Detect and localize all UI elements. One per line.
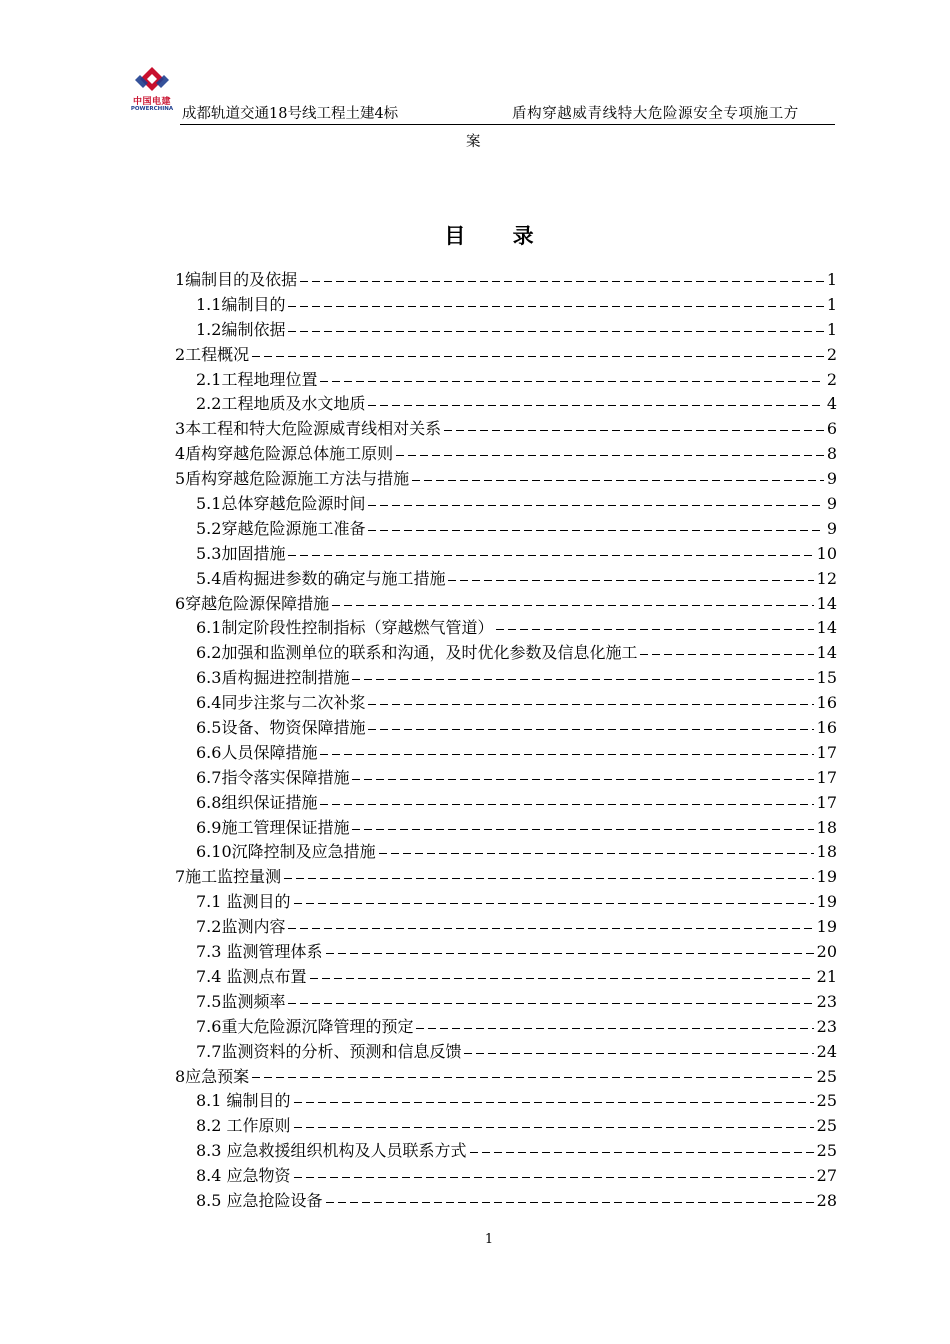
toc-leader-dashes [368, 704, 813, 705]
toc-entry[interactable] [175, 940, 837, 965]
toc-leader-dashes [310, 978, 814, 979]
toc-entry[interactable] [175, 1089, 837, 1114]
toc-leader-dashes [288, 928, 813, 929]
toc-entry[interactable] [175, 990, 837, 1015]
toc-entry-page: 10 [816, 543, 837, 563]
toc-entry-title: 8.4 应急物资 [196, 1166, 291, 1186]
toc-entry-title: 6穿越危险源保障措施 [175, 593, 330, 613]
toc-entry-page: 16 [816, 718, 837, 738]
toc-leader-dashes [470, 1152, 814, 1153]
toc-entry-title: 1编制目的及依据 [175, 270, 298, 289]
toc-entry-page: 23 [816, 991, 837, 1011]
logo-english-text: POWERCHINA [130, 106, 174, 112]
toc-entry[interactable] [175, 517, 837, 542]
toc-entry-page: 4 [826, 394, 837, 414]
toc-entry-title: 7.3 监测管理体系 [196, 942, 323, 962]
toc-leader-dashes [294, 1127, 814, 1128]
toc-entry-title: 8.5 应急抢险设备 [196, 1190, 323, 1210]
toc-entry-title: 6.1制定阶段性控制指标（穿越燃气管道） [196, 618, 494, 638]
toc-entry[interactable] [175, 442, 837, 467]
toc-entry[interactable] [175, 392, 837, 417]
toc-leader-dashes [288, 555, 813, 556]
toc-leader-dashes [300, 281, 824, 282]
toc-entry-page: 19 [816, 917, 837, 937]
toc-entry-title: 7施工监控量测 [175, 867, 282, 887]
toc-entry-title: 7.1 监测目的 [196, 892, 291, 912]
logo-chinese-text: 中国电建 [132, 97, 171, 107]
toc-entry-page: 21 [816, 966, 837, 986]
toc-leader-dashes [416, 1028, 813, 1029]
toc-entry-title: 8.3 应急救援组织机构及人员联系方式 [196, 1141, 467, 1161]
toc-entry[interactable] [175, 1015, 837, 1040]
toc-entry[interactable] [175, 343, 837, 368]
toc-entry-title: 7.4 监测点布置 [196, 966, 307, 986]
toc-entry-page: 28 [816, 1190, 837, 1210]
toc-entry-page: 19 [816, 867, 837, 887]
toc-entry-page: 25 [816, 1141, 837, 1161]
toc-entry-title: 2.1工程地理位置 [196, 369, 318, 389]
toc-leader-dashes [464, 1053, 813, 1054]
toc-entry-page: 1 [826, 294, 837, 314]
toc-entry[interactable] [175, 965, 837, 990]
toc-entry-title: 8.2 工作原则 [196, 1116, 291, 1136]
toc-entry-title: 6.10沉降控制及应急措施 [196, 842, 376, 862]
toc-entry-page: 27 [816, 1166, 837, 1186]
toc-entry-page: 8 [826, 444, 837, 464]
toc-leader-dashes [379, 853, 814, 854]
toc-entry[interactable] [175, 1040, 837, 1065]
toc-entry-page: 16 [816, 693, 837, 713]
toc-entry[interactable] [175, 293, 837, 318]
toc-leader-dashes [396, 455, 824, 456]
header-project-name: 成都轨道交通18号线工程土建4标 [182, 106, 399, 122]
toc-entry-title: 7.7监测资料的分析、预测和信息反馈 [196, 1041, 462, 1061]
toc-entry[interactable] [175, 368, 837, 393]
toc-entry-title: 6.5设备、物资保障措施 [196, 718, 366, 738]
toc-leader-dashes [412, 480, 824, 481]
toc-entry-page: 14 [816, 643, 837, 663]
toc-entry-page: 2 [826, 369, 837, 389]
toc-entry-title: 8.1 编制目的 [196, 1091, 291, 1111]
toc-entry-title: 6.7指令落实保障措施 [196, 767, 350, 787]
toc-leader-dashes [496, 629, 813, 630]
toc-leader-dashes [288, 306, 823, 307]
toc-entry[interactable] [175, 840, 837, 865]
toc-leader-dashes [448, 580, 813, 581]
toc-entry[interactable] [175, 567, 837, 592]
toc-leader-dashes [444, 430, 824, 431]
toc-entry[interactable] [175, 741, 837, 766]
toc-entry-page: 14 [816, 618, 837, 638]
toc-entry-title: 5盾构穿越危险源施工方法与措施 [175, 469, 410, 489]
toc-entry[interactable] [175, 666, 837, 691]
toc-entry[interactable] [175, 1139, 837, 1164]
toc-entry[interactable] [175, 1114, 837, 1139]
toc-entry-page: 18 [816, 842, 837, 862]
toc-leader-dashes [294, 1177, 814, 1178]
toc-entry[interactable] [175, 1065, 837, 1090]
toc-leader-dashes [640, 654, 813, 655]
toc-entry-title: 2.2工程地质及水文地质 [196, 394, 366, 414]
toc-entry[interactable] [175, 1164, 837, 1189]
toc-entry[interactable] [175, 691, 837, 716]
toc-entry-title: 1.1编制目的 [196, 294, 286, 314]
toc-leader-dashes [368, 729, 813, 730]
toc-entry-page: 25 [816, 1116, 837, 1136]
toc-entry[interactable] [175, 268, 837, 293]
toc-entry-title: 7.6重大危险源沉降管理的预定 [196, 1016, 414, 1036]
toc-entry-page: 9 [826, 469, 837, 489]
header-document-title-continued: 案 [466, 134, 481, 150]
toc-entry-title: 5.2穿越危险源施工准备 [196, 518, 366, 538]
page-number: 1 [484, 1232, 494, 1247]
toc-entry-title: 6.3盾构掘进控制措施 [196, 668, 350, 688]
toc-leader-dashes [368, 530, 823, 531]
toc-entry-page: 17 [816, 792, 837, 812]
toc-entry[interactable] [175, 641, 837, 666]
toc-entry[interactable] [175, 318, 837, 343]
toc-entry-title: 8应急预案 [175, 1066, 250, 1086]
toc-entry-page: 14 [816, 593, 837, 613]
toc-entry-page: 17 [816, 767, 837, 787]
toc-leader-dashes [320, 804, 813, 805]
toc-entry[interactable] [175, 467, 837, 492]
toc-entry-page: 25 [816, 1091, 837, 1111]
toc-entry-title: 6.2加强和监测单位的联系和沟通，及时优化参数及信息化施工 [196, 643, 638, 663]
toc-entry[interactable] [175, 492, 837, 517]
toc-leader-dashes [368, 505, 823, 506]
toc-leader-dashes [352, 829, 813, 830]
toc-entry[interactable] [175, 915, 837, 940]
toc-entry-title: 7.2监测内容 [196, 917, 286, 937]
toc-leader-dashes [320, 754, 813, 755]
toc-heading: 目 录 [444, 224, 554, 248]
toc-entry-title: 1.2编制依据 [196, 319, 286, 339]
header-divider [180, 124, 835, 125]
powerchina-emblem-icon [126, 66, 178, 94]
toc-entry-page: 9 [826, 494, 837, 514]
toc-leader-dashes [352, 679, 813, 680]
toc-entry-page: 6 [826, 419, 837, 439]
toc-entry-page: 17 [816, 742, 837, 762]
powerchina-logo [126, 66, 178, 116]
toc-leader-dashes [252, 356, 824, 357]
toc-leader-dashes [326, 1202, 814, 1203]
toc-entry-title: 5.1总体穿越危险源时间 [196, 494, 366, 514]
toc-entry-page: 20 [816, 942, 837, 962]
toc-entry-page: 15 [816, 668, 837, 688]
toc-leader-dashes [352, 779, 813, 780]
toc-entry-title: 6.8组织保证措施 [196, 792, 318, 812]
toc-entry-page: 18 [816, 817, 837, 837]
toc-entry[interactable] [175, 766, 837, 791]
toc-leader-dashes [326, 953, 814, 954]
toc-leader-dashes [288, 331, 823, 332]
toc-leader-dashes [252, 1077, 813, 1078]
table-of-contents [175, 268, 837, 1214]
toc-entry-page: 1 [826, 270, 837, 289]
toc-entry-title: 2工程概况 [175, 344, 250, 364]
toc-entry[interactable] [175, 417, 837, 442]
toc-entry-page: 25 [816, 1066, 837, 1086]
toc-entry-page: 24 [816, 1041, 837, 1061]
toc-entry-page: 2 [826, 344, 837, 364]
toc-entry-title: 4盾构穿越危险源总体施工原则 [175, 444, 394, 464]
toc-entry-title: 6.6人员保障措施 [196, 742, 318, 762]
toc-entry-page: 23 [816, 1016, 837, 1036]
toc-entry-page: 1 [826, 319, 837, 339]
toc-entry-page: 9 [826, 518, 837, 538]
toc-entry-title: 6.9施工管理保证措施 [196, 817, 350, 837]
toc-leader-dashes [294, 1102, 814, 1103]
toc-entry-title: 5.4盾构掘进参数的确定与施工措施 [196, 568, 446, 588]
toc-entry-title: 3本工程和特大危险源威青线相对关系 [175, 419, 442, 439]
toc-entry[interactable] [175, 716, 837, 741]
toc-leader-dashes [368, 405, 823, 406]
toc-leader-dashes [288, 1003, 813, 1004]
toc-leader-dashes [284, 878, 813, 879]
toc-entry-title: 5.3加固措施 [196, 543, 286, 563]
toc-leader-dashes [320, 381, 823, 382]
header-document-title: 盾构穿越威青线特大危险源安全专项施工方 [512, 106, 799, 122]
toc-entry[interactable] [175, 542, 837, 567]
toc-entry[interactable] [175, 1189, 837, 1214]
toc-entry[interactable] [175, 592, 837, 617]
toc-entry-title: 7.5监测频率 [196, 991, 286, 1011]
toc-entry[interactable] [175, 816, 837, 841]
toc-entry[interactable] [175, 865, 837, 890]
toc-entry-title: 6.4同步注浆与二次补浆 [196, 693, 366, 713]
toc-entry[interactable] [175, 791, 837, 816]
toc-leader-dashes [294, 903, 814, 904]
toc-entry[interactable] [175, 890, 837, 915]
toc-entry-page: 12 [816, 568, 837, 588]
toc-entry-page: 19 [816, 892, 837, 912]
toc-leader-dashes [332, 605, 813, 606]
toc-entry[interactable] [175, 616, 837, 641]
